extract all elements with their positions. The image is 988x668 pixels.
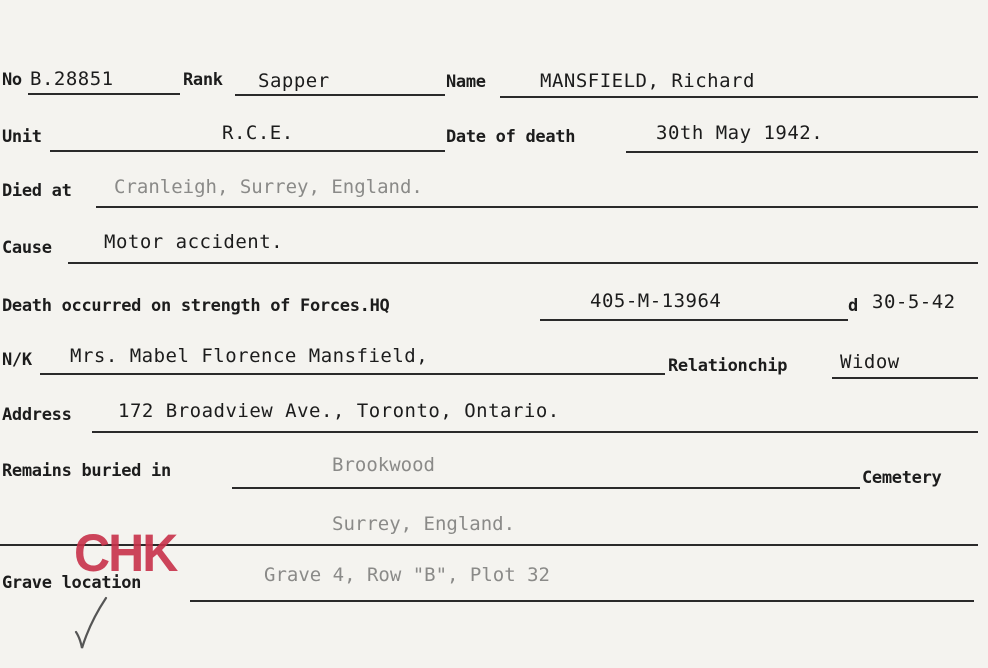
cause-line	[68, 262, 978, 264]
name-line	[500, 96, 978, 98]
number-label: No	[2, 70, 22, 90]
grave-location-label: Grave location	[2, 573, 142, 593]
unit-label: Unit	[2, 127, 42, 147]
rank-value: Sapper	[258, 70, 330, 92]
d-label: d	[848, 296, 858, 316]
address-label: Address	[2, 405, 72, 425]
rank-line	[235, 94, 445, 96]
relationship-line	[832, 377, 978, 379]
strength-line	[540, 319, 848, 321]
died-at-value: Cranleigh, Surrey, England.	[114, 176, 423, 198]
date-of-death-value: 30th May 1942.	[656, 122, 824, 144]
unit-value: R.C.E.	[222, 122, 294, 144]
name-label: Name	[446, 72, 486, 92]
strength-label: Death occurred on strength of Forces.HQ	[2, 296, 390, 316]
died-at-label: Died at	[2, 181, 72, 201]
relationship-value: Widow	[840, 351, 900, 373]
cemetery-label: Cemetery	[862, 468, 942, 488]
next-of-kin-label: N/K	[2, 350, 32, 370]
chk-stamp: CHK	[74, 523, 177, 583]
died-at-line	[96, 206, 978, 208]
date-of-death-line	[626, 151, 978, 153]
relationship-label: Relationchip	[668, 356, 788, 376]
grave-location-line	[190, 600, 974, 602]
rank-label: Rank	[183, 70, 223, 90]
cause-label: Cause	[2, 238, 52, 258]
next-of-kin-line	[40, 373, 665, 375]
number-value: B.28851	[30, 68, 114, 90]
name-value: MANSFIELD, Richard	[540, 70, 755, 92]
cause-value: Motor accident.	[104, 231, 284, 253]
address-line	[92, 431, 978, 433]
strength-value: 405-M-13964	[590, 290, 722, 312]
check-mark-icon	[70, 592, 110, 654]
remains-buried-value-2: Surrey, England.	[332, 513, 516, 535]
remains-buried-value: Brookwood	[332, 454, 435, 476]
d-value: 30-5-42	[872, 291, 956, 313]
remains-buried-line	[232, 487, 860, 489]
grave-location-value: Grave 4, Row "B", Plot 32	[264, 564, 550, 586]
remains-buried-label: Remains buried in	[2, 461, 171, 481]
next-of-kin-value: Mrs. Mabel Florence Mansfield,	[70, 345, 429, 367]
unit-line	[50, 150, 445, 152]
number-line	[28, 93, 180, 95]
date-of-death-label: Date of death	[446, 127, 576, 147]
address-value: 172 Broadview Ave., Toronto, Ontario.	[118, 400, 560, 422]
